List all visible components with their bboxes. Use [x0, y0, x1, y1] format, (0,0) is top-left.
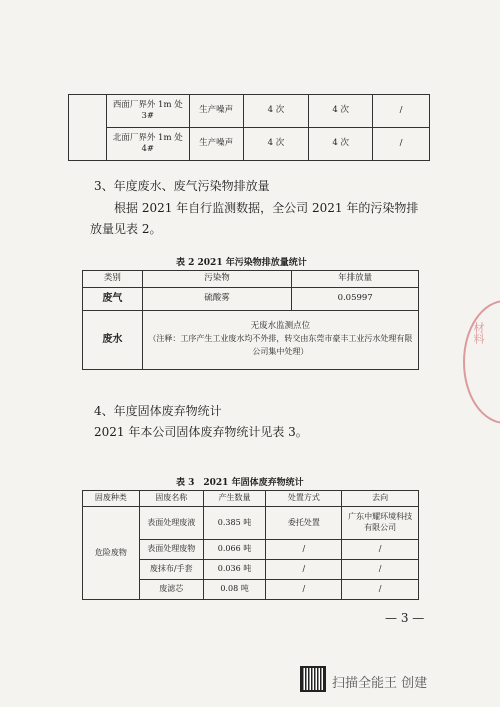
solid-waste-table: [82, 490, 419, 600]
column-header: 固废种类: [83, 491, 140, 507]
column-header: 污染物: [142, 271, 291, 288]
stamp-text: 材料: [472, 322, 485, 344]
cell-note: （注释：工序产生工业废水均不外排，转交由东莞市豪丰工业污水处理有限公司集中处理）: [148, 333, 413, 356]
section-heading: 4、年度固体废弃物统计: [94, 404, 222, 418]
noise-monitoring-table: [68, 94, 430, 161]
table-cell: 委托处置: [266, 507, 342, 540]
table-cell: 4 次: [309, 95, 373, 128]
table-cell: /: [266, 560, 342, 580]
column-header: 去向: [342, 491, 419, 507]
table-cell: 表面处理废物: [139, 540, 203, 560]
table-cell: 生产噪声: [189, 128, 243, 161]
column-header: 处置方式: [266, 491, 342, 507]
table-cell: 0.05997: [292, 288, 419, 311]
section-paragraph: 2021 年本公司固体废弃物统计见表 3。: [94, 425, 308, 439]
table-cell: 广东中耀环境科技有限公司: [342, 507, 419, 540]
page-number: — 3 —: [385, 611, 425, 625]
table-header-row: [83, 271, 419, 288]
table-cell: 硫酸雾: [142, 288, 291, 311]
company-seal-stamp: [463, 300, 500, 424]
table-cell: 生产噪声: [189, 95, 243, 128]
table-cell: /: [342, 540, 419, 560]
table-row: [83, 288, 419, 311]
table-cell: 危险废物: [83, 507, 140, 600]
table-cell: 0.036 吨: [203, 560, 266, 580]
column-header: 固废名称: [139, 491, 203, 507]
table-cell: 北面厂界外 1m 处 4#: [106, 128, 189, 161]
table-row: [83, 311, 419, 370]
qr-code-icon: [302, 668, 324, 690]
table-caption: 表 2 2021 年污染物排放量统计: [176, 258, 307, 268]
table-cell: 4 次: [243, 128, 309, 161]
column-header: 年排放量: [292, 271, 419, 288]
table-cell: /: [266, 540, 342, 560]
scanner-watermark: 扫描全能王 创建: [332, 676, 428, 691]
table-cell: 表面处理废液: [139, 507, 203, 540]
table-cell: /: [373, 95, 430, 128]
table-cell: 废水: [83, 311, 143, 370]
table-cell: 0.066 吨: [203, 540, 266, 560]
column-header: 产生数量: [203, 491, 266, 507]
pollutant-emission-table: [82, 270, 419, 370]
table-cell: /: [342, 580, 419, 600]
table-cell: 0.08 吨: [203, 580, 266, 600]
table-caption: 表 3 2021 年固体废弃物统计: [176, 478, 304, 488]
table-row: [69, 128, 430, 161]
table-cell: 4 次: [243, 95, 309, 128]
table-cell: /: [373, 128, 430, 161]
column-header: 类别: [83, 271, 143, 288]
table-cell: [142, 311, 418, 370]
table-cell: 0.385 吨: [203, 507, 266, 540]
section-heading: 3、年度废水、废气污染物排放量: [94, 179, 270, 193]
table-row: [69, 95, 430, 128]
cell-text: 无废水监测点位: [250, 321, 311, 332]
table-cell: 废气: [83, 288, 143, 311]
table-header-row: [83, 491, 419, 507]
table-row: [83, 507, 419, 540]
table-cell: /: [342, 560, 419, 580]
table-cell: /: [266, 580, 342, 600]
table-cell: 4 次: [309, 128, 373, 161]
section-paragraph: 根据 2021 年自行监测数据，全公司 2021 年的污染物排放量见表 2。: [90, 201, 419, 236]
table-cell: 废滤芯: [139, 580, 203, 600]
table-cell: 废抹布/手套: [139, 560, 203, 580]
table-cell: 西面厂界外 1m 处 3#: [106, 95, 189, 128]
